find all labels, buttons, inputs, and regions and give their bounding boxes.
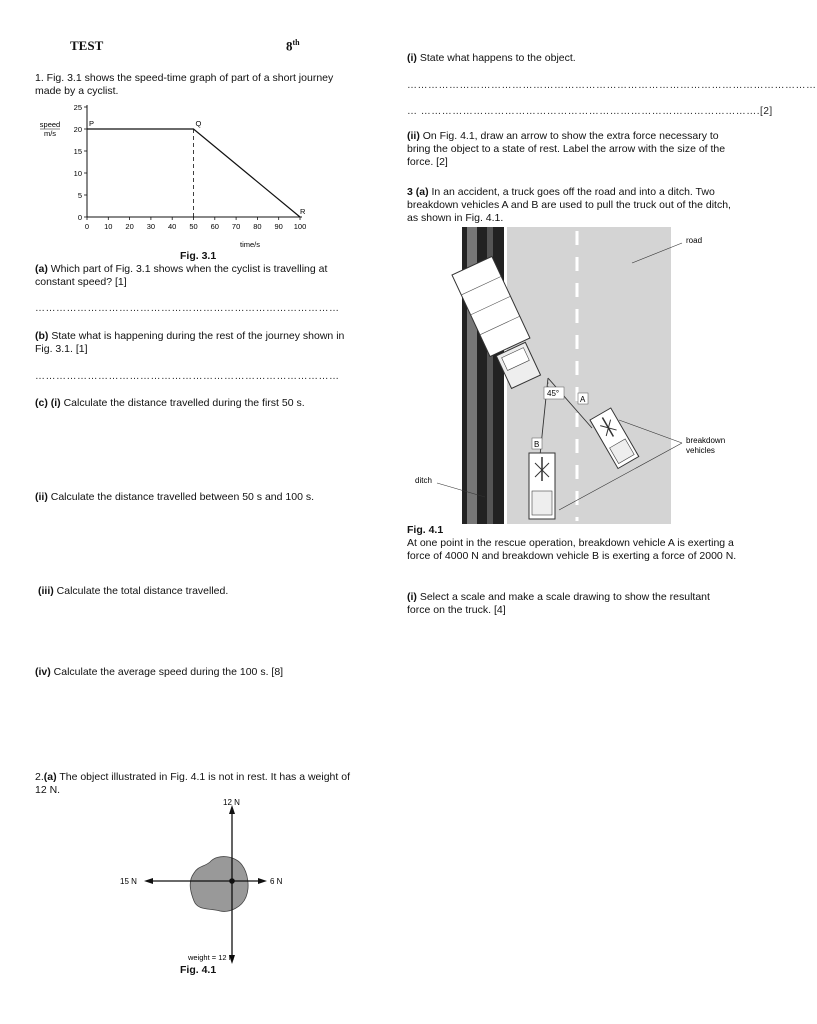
x-tick-label: 80: [253, 222, 262, 231]
q3-a-label: 3 (a): [407, 186, 429, 198]
center-dot: [229, 878, 235, 884]
y-tick-label: 20: [73, 125, 82, 134]
test-title: TEST: [70, 38, 104, 53]
y-tick-label: 15: [73, 147, 82, 156]
q1-a-text: Which part of Fig. 3.1 shows when the cyclist is travelling at constant speed? [1]: [35, 263, 328, 288]
q3-intro-text: In an accident, a truck goes off the road and into a ditch. Two breakdown vehicles A and B are used to pull the truck out of the ditch, as shown in Fig. 4.1.: [407, 186, 731, 224]
q1-c2-text: Calculate the distance travelled between 50 s and 100 s.: [47, 491, 314, 503]
force-down-label: weight = 12 N: [188, 953, 235, 962]
fig-4-1-caption-left: Fig. 4.1: [180, 964, 217, 976]
q1-intro: 1. Fig. 3.1 shows the speed-time graph of part of a short journey made by a cyclist.: [35, 72, 334, 97]
fig-3-1-caption: Fig. 3.1: [180, 250, 217, 262]
force-diagram: [110, 795, 310, 970]
y-tick-label: 25: [73, 103, 82, 112]
q1-a-answer-line[interactable]: ……………………………………………………………………………: [35, 303, 340, 314]
arrow-left-icon: [144, 878, 153, 884]
angle-label: 45°: [547, 389, 560, 398]
q3-i-label: (i): [407, 591, 417, 603]
y-tick-label: 10: [73, 169, 82, 178]
q1-c4-label: (iv): [35, 666, 51, 678]
q2-a-label: (a): [43, 771, 57, 783]
x-tick-label: 70: [231, 222, 241, 231]
arrow-right-icon: [258, 878, 267, 884]
truck-rescue-diagram: [407, 225, 737, 525]
q2-i-answer-line-1[interactable]: ………………………………………………………………………………………………………: [407, 80, 817, 91]
x-tick-label: 10: [104, 222, 113, 231]
point-label-q: Q: [195, 119, 202, 128]
q3-i-question: [407, 591, 727, 617]
q2-intro: [35, 771, 360, 797]
q2-number: 2.: [35, 771, 44, 783]
x-tick-label: 100: [293, 222, 307, 231]
grade-label: [286, 38, 300, 54]
grade-number: 8: [286, 38, 293, 54]
q1-a-question: [35, 263, 360, 289]
road-label: road: [686, 236, 703, 245]
ditch-label: ditch: [415, 476, 432, 485]
label-a: A: [580, 395, 586, 404]
q2-i-question: [407, 52, 732, 65]
breakdown-vehicle-b: [529, 453, 555, 519]
fig-4-1-caption-right: Fig. 4.1: [407, 524, 444, 536]
q1-c4-question: [35, 666, 360, 679]
q1-c3-label: (iii): [38, 585, 54, 597]
q2-ii-label: (ii): [407, 130, 420, 142]
y-axis-label-line1: speed: [39, 120, 61, 129]
x-tick-label: 20: [125, 222, 134, 231]
x-tick-label: 40: [168, 222, 177, 231]
q1-c2-question: [35, 491, 360, 504]
x-tick-label: 30: [146, 222, 156, 231]
x-tick-label: 90: [274, 222, 283, 231]
label-b: B: [534, 440, 540, 449]
chart-plot-area: [40, 103, 306, 249]
force-right-label: 6 N: [270, 877, 283, 886]
q1-c3-question: [38, 585, 363, 598]
breakdown-label-line1: breakdown: [686, 436, 726, 445]
x-tick-label: 50: [189, 222, 198, 231]
y-axis-label-line2: m/s: [43, 129, 57, 138]
q2-intro-text: The object illustrated in Fig. 4.1 is not in rest. It has a weight of 12 N.: [35, 771, 350, 796]
q2-i-label: (i): [407, 52, 417, 64]
speed-time-chart: [30, 100, 330, 250]
q1-b-answer-line[interactable]: ……………………………………………………………………………: [35, 371, 340, 382]
q1-c3-text: Calculate the total distance travelled.: [53, 585, 229, 597]
q1-c1-question: [35, 397, 360, 410]
y-tick-label: 5: [77, 191, 82, 200]
force-up-label: 12 N: [223, 798, 240, 807]
point-label-p: P: [89, 119, 95, 128]
q3-i-text: Select a scale and make a scale drawing to show the resultant force on the truck. [4]: [407, 591, 710, 616]
object-blob: [190, 857, 248, 912]
q3-intro: [407, 186, 735, 225]
q2-ii-text: On Fig. 4.1, draw an arrow to show the extra force necessary to bring the object to a state of rest. Label the arrow with the size of the force. [2]: [407, 130, 726, 168]
q2-i-answer-line-2[interactable]: … …………………………………………………………………………………….[2]: [407, 106, 773, 117]
q1-b-label: (b): [35, 330, 49, 342]
q1-b-text: State what is happening during the rest of the journey shown in Fig. 3.1. [1]: [35, 330, 345, 355]
q2-i-text: State what happens to the object.: [416, 52, 576, 64]
q1-c4-text: Calculate the average speed during the 100 s. [8]: [50, 666, 284, 678]
q3-body: At one point in the rescue operation, breakdown vehicle A is exerting a force of 4000 N and breakdown vehicle B is exerting a force of 2000 N.: [407, 537, 737, 562]
y-tick-label: 0: [77, 213, 82, 222]
point-label-r: R: [300, 207, 306, 216]
x-tick-label: 60: [210, 222, 219, 231]
q1-c1-text: Calculate the distance travelled during the first 50 s.: [60, 397, 305, 409]
x-axis-label: time/s: [239, 240, 261, 249]
force-left-label: 15 N: [120, 877, 137, 886]
x-tick-label: 0: [84, 222, 90, 231]
grade-superscript: th: [292, 38, 300, 47]
q1-b-question: [35, 330, 360, 356]
q1-c2-label: (ii): [35, 491, 48, 503]
q1-c1-label: (c) (i): [35, 397, 61, 409]
q1-a-label: (a): [35, 263, 48, 275]
q2-ii-question: [407, 130, 735, 169]
breakdown-label-line2: vehicles: [686, 446, 715, 455]
